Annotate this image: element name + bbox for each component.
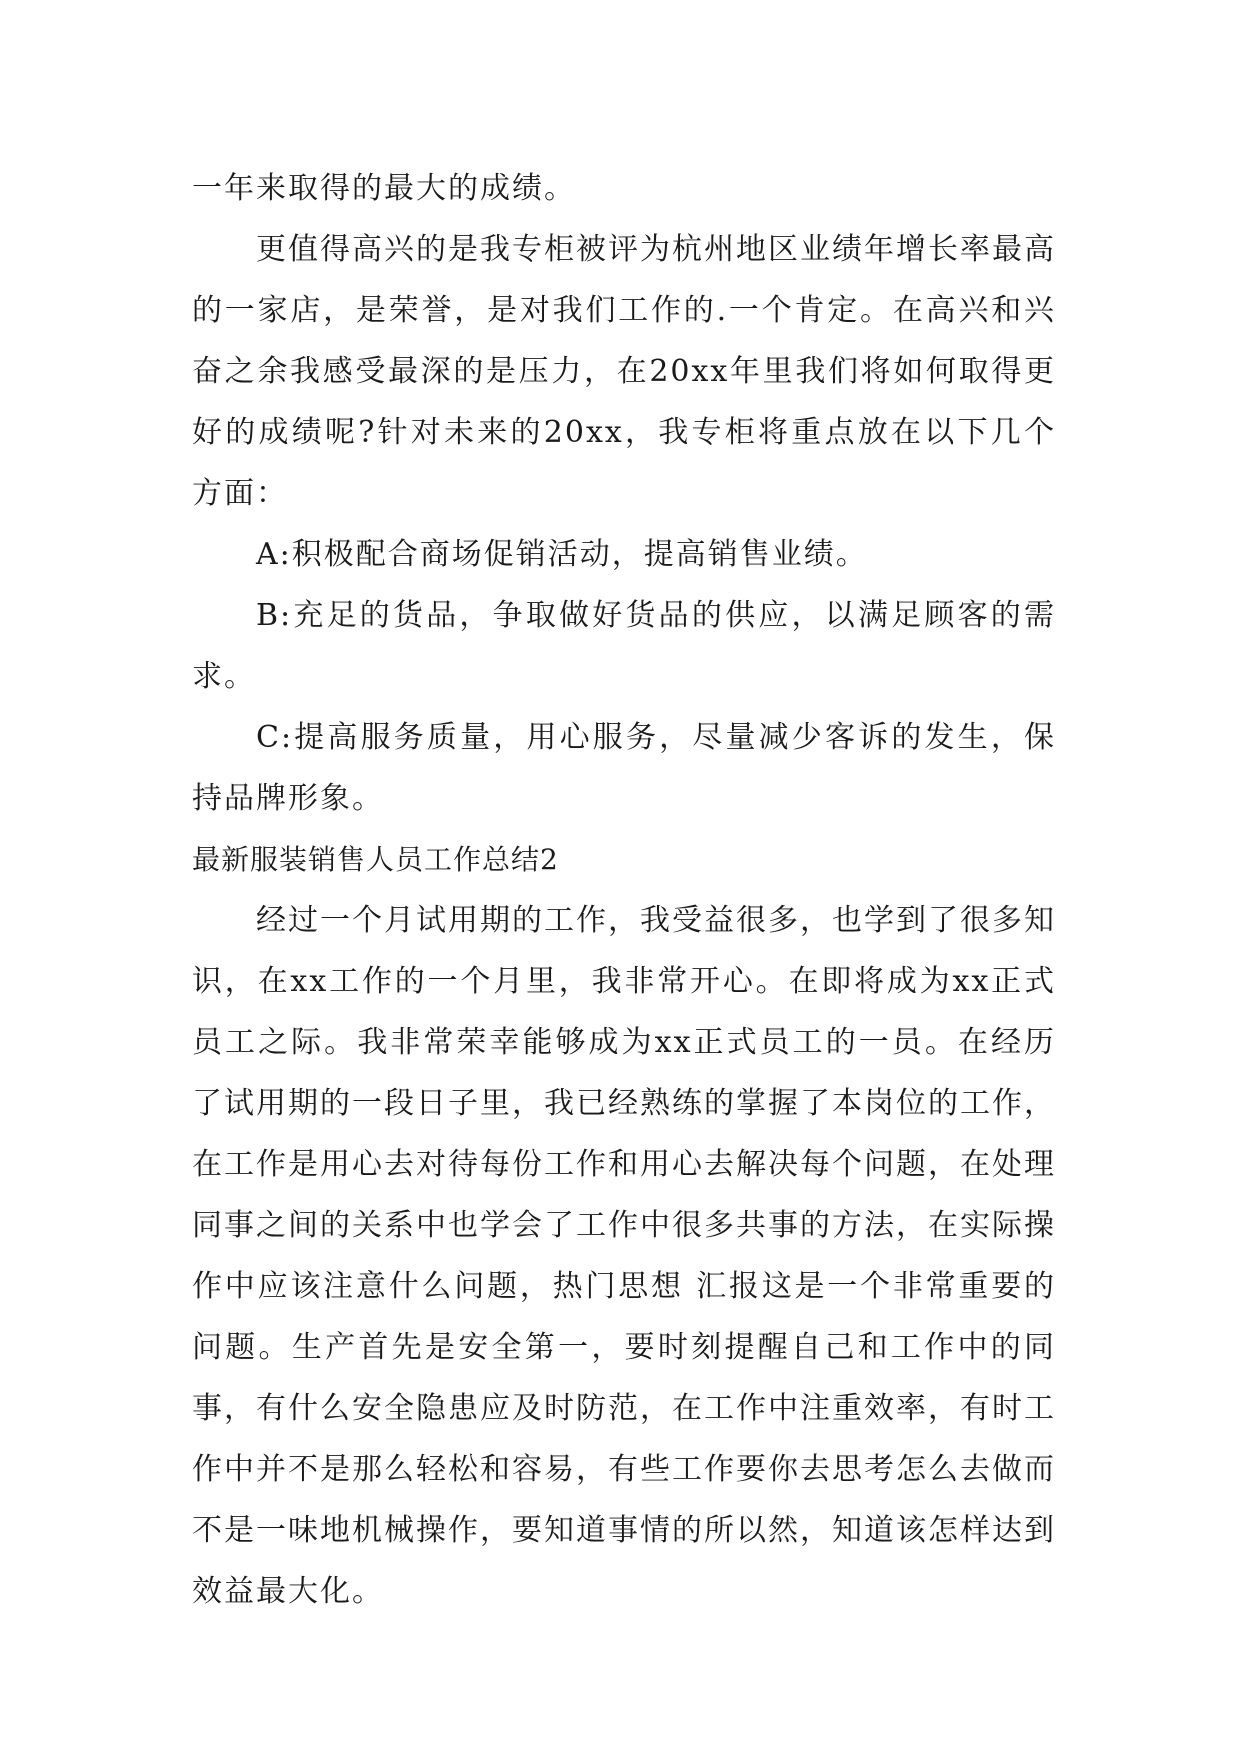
section-body-paragraph: 经过一个月试用期的工作，我受益很多，也学到了很多知识，在xx工作的一个月里，我非常开心。在即将成为xx正式员工之际。我非常荣幸能够成为xx正式员工的一员。在经历了试用期的一段日子里，我已经熟练的掌握了本岗位的工作，在工作是用心去对待每份工作和用心去解决每个问题，在处理同事之间的关系中也学会了工作中很多共事的方法，在实际操作中应该注意什么问题，热门思想 汇报这是一个非常重要的问题。生产首先是安全第一，要时刻提醒自己和工作中的同事，有什么安全隐患应及时防范，在工作中注重效率，有时工作中并不是那么轻松和容易，有些工作要你去思考怎么去做而不是一味地机械操作，要知道事情的所以然，知道该怎样达到效益最大化。 <box>192 903 1056 1609</box>
paragraph-continuation: 一年来取得的最大的成绩。 <box>192 171 576 206</box>
list-item-a: A:积极配合商场促销活动，提高销售业绩。 <box>256 537 868 572</box>
paragraph-honor: 更值得高兴的是我专柜被评为杭州地区业绩年增长率最高的一家店，是荣誉，是对我们工作的.一个肯定。在高兴和兴奋之余我感受最深的是压力，在20xx年里我们将如何取得更好的成绩呢?针对未来的20xx，我专柜将重点放在以下几个方面： <box>192 232 1056 511</box>
section-heading: 最新服装销售人员工作总结2 <box>192 843 559 876</box>
list-item-b: B:充足的货品，争取做好货品的供应，以满足顾客的需求。 <box>192 598 1056 694</box>
document-page <box>192 158 1056 1622</box>
list-item-c: C:提高服务质量，用心服务，尽量减少客诉的发生，保持品牌形象。 <box>192 720 1056 816</box>
